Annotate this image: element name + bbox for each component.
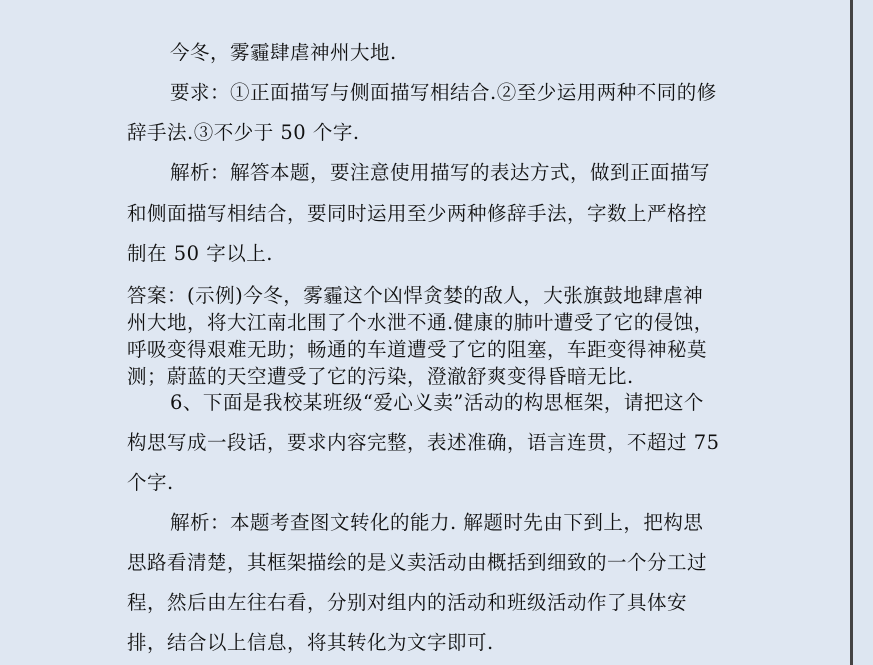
text-line: 测；蔚蓝的天空遭受了它的污染，澄澈舒爽变得昏暗无比. (127, 365, 634, 388)
page-margin (853, 0, 873, 665)
text-line: 答案：(示例)今冬，雾霾这个凶悍贪婪的敌人，大张旗鼓地肆虐神 (127, 284, 704, 307)
text-line: 排，结合以上信息，将其转化为文字即可. (127, 631, 494, 654)
text-line: 个字. (127, 471, 174, 494)
text-line: 构思写成一段话，要求内容完整，表述准确，语言连贯，不超过 75 (127, 431, 720, 454)
text-line: 和侧面描写相结合，要同时运用至少两种修辞手法，字数上严格控 (127, 202, 708, 225)
text-line: 州大地，将大江南北围了个水泄不通.健康的肺叶遭受了它的侵蚀， (127, 311, 714, 334)
text-line: 呼吸变得艰难无助；畅通的车道遭受了它的阻塞，车距变得神秘莫 (127, 338, 708, 361)
text-line: 思路看清楚，其框架描绘的是义卖活动由概括到细致的一个分工过 (127, 551, 708, 574)
text-line: 制在 50 字以上. (127, 242, 273, 265)
text-line: 程，然后由左往右看，分别对组内的活动和班级活动作了具体安 (127, 591, 688, 614)
text-line: 6、下面是我校某班级“爱心义卖”活动的构思框架，请把这个 (170, 391, 704, 414)
text-line: 解析：解答本题，要注意使用描写的表达方式，做到正面描写 (170, 161, 711, 184)
text-line: 要求：①正面描写与侧面描写相结合.②至少运用两种不同的修 (170, 81, 717, 104)
text-line: 解析：本题考查图文转化的能力. 解题时先由下到上，把构思 (170, 511, 704, 534)
text-line: 今冬，雾霾肆虐神州大地. (170, 41, 397, 64)
text-line: 辞手法.③不少于 50 个字. (127, 121, 360, 144)
